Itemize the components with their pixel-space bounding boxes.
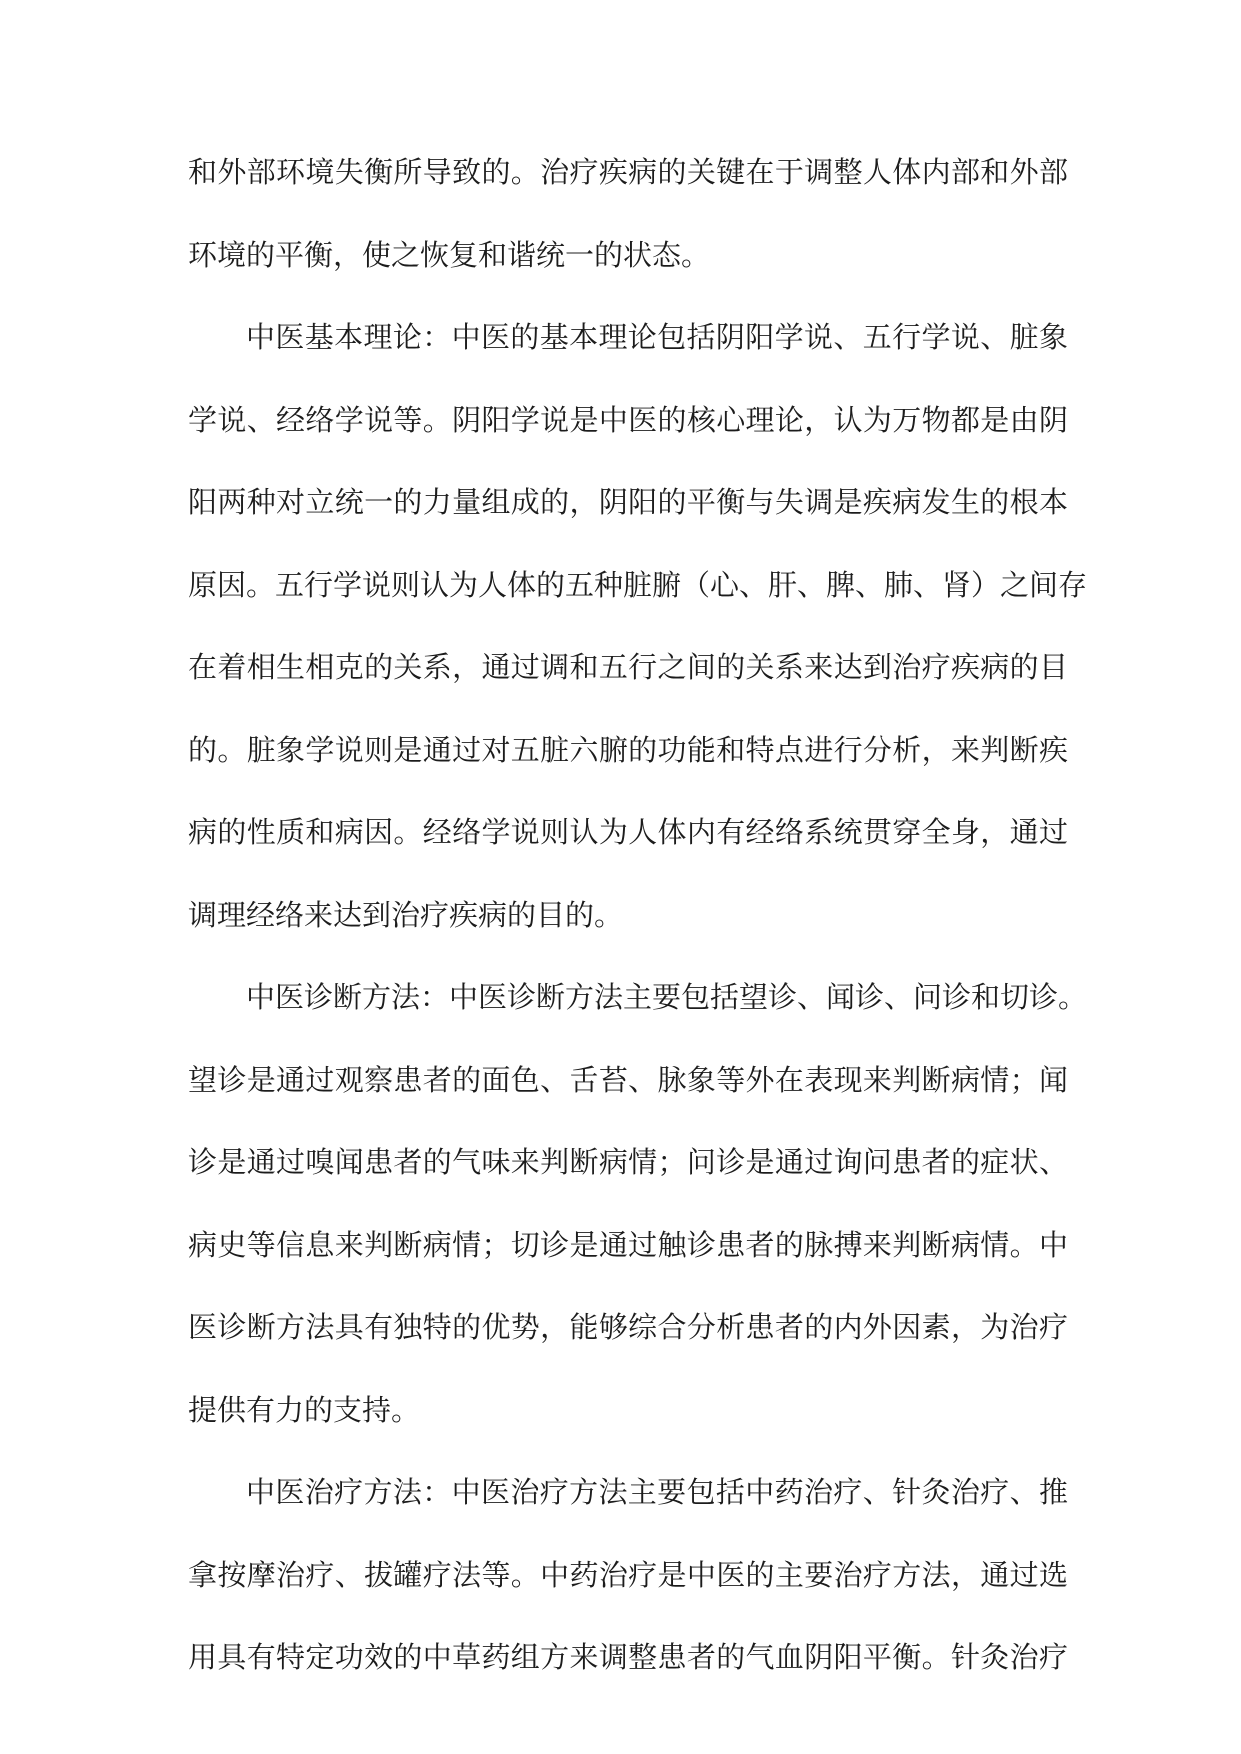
text-line: 中医基本理论：中医的基本理论包括阴阳学说、五行学说、脏象 (246, 320, 1068, 354)
text-line: 提供有力的支持。 (188, 1392, 421, 1427)
document-body (188, 142, 1088, 1710)
text-line: 病史等信息来判断病情；切诊是通过触诊患者的脉搏来判断病情。中 (188, 1227, 1068, 1262)
text-line: 用具有特定功效的中草药组方来调整患者的气血阴阳平衡。针灸治疗 (188, 1640, 1068, 1674)
text-line: 病的性质和病因。经络学说则认为人体内有经络系统贯穿全身，通过 (188, 815, 1068, 849)
text-line: 环境的平衡，使之恢复和谐统一的状态。 (188, 237, 711, 272)
text-line: 诊是通过嗅闻患者的气味来判断病情；问诊是通过询问患者的症状、 (188, 1145, 1068, 1179)
text-line: 调理经络来达到治疗疾病的目的。 (188, 897, 624, 932)
text-line: 和外部环境失衡所导致的。治疗疾病的关键在于调整人体内部和外部 (188, 155, 1068, 189)
text-line: 医诊断方法具有独特的优势，能够综合分析患者的内外因素，为治疗 (188, 1310, 1068, 1344)
text-line: 原因。五行学说则认为人体的五种脏腑（心、肝、脾、肺、肾）之间存 (188, 567, 1088, 602)
text-line: 阳两种对立统一的力量组成的，阴阳的平衡与失调是疾病发生的根本 (188, 485, 1068, 519)
paragraph-treatment (188, 1462, 1068, 1710)
text-line: 中医诊断方法：中医诊断方法主要包括望诊、闻诊、问诊和切诊。 (246, 980, 1088, 1014)
text-line: 在着相生相克的关系，通过调和五行之间的关系来达到治疗疾病的目 (188, 650, 1068, 684)
paragraph-continuation (188, 142, 1068, 307)
text-line: 望诊是通过观察患者的面色、舌苔、脉象等外在表现来判断病情；闻 (188, 1062, 1068, 1097)
paragraph-basic-theory (188, 307, 1088, 967)
text-line: 学说、经络学说等。阴阳学说是中医的核心理论，认为万物都是由阴 (188, 402, 1068, 437)
text-line: 中医治疗方法：中医治疗方法主要包括中药治疗、针灸治疗、推 (246, 1475, 1068, 1509)
text-line: 的。脏象学说则是通过对五脏六腑的功能和特点进行分析，来判断疾 (188, 732, 1068, 767)
paragraph-diagnosis (188, 967, 1088, 1462)
text-line: 拿按摩治疗、拔罐疗法等。中药治疗是中医的主要治疗方法，通过选 (188, 1557, 1068, 1592)
